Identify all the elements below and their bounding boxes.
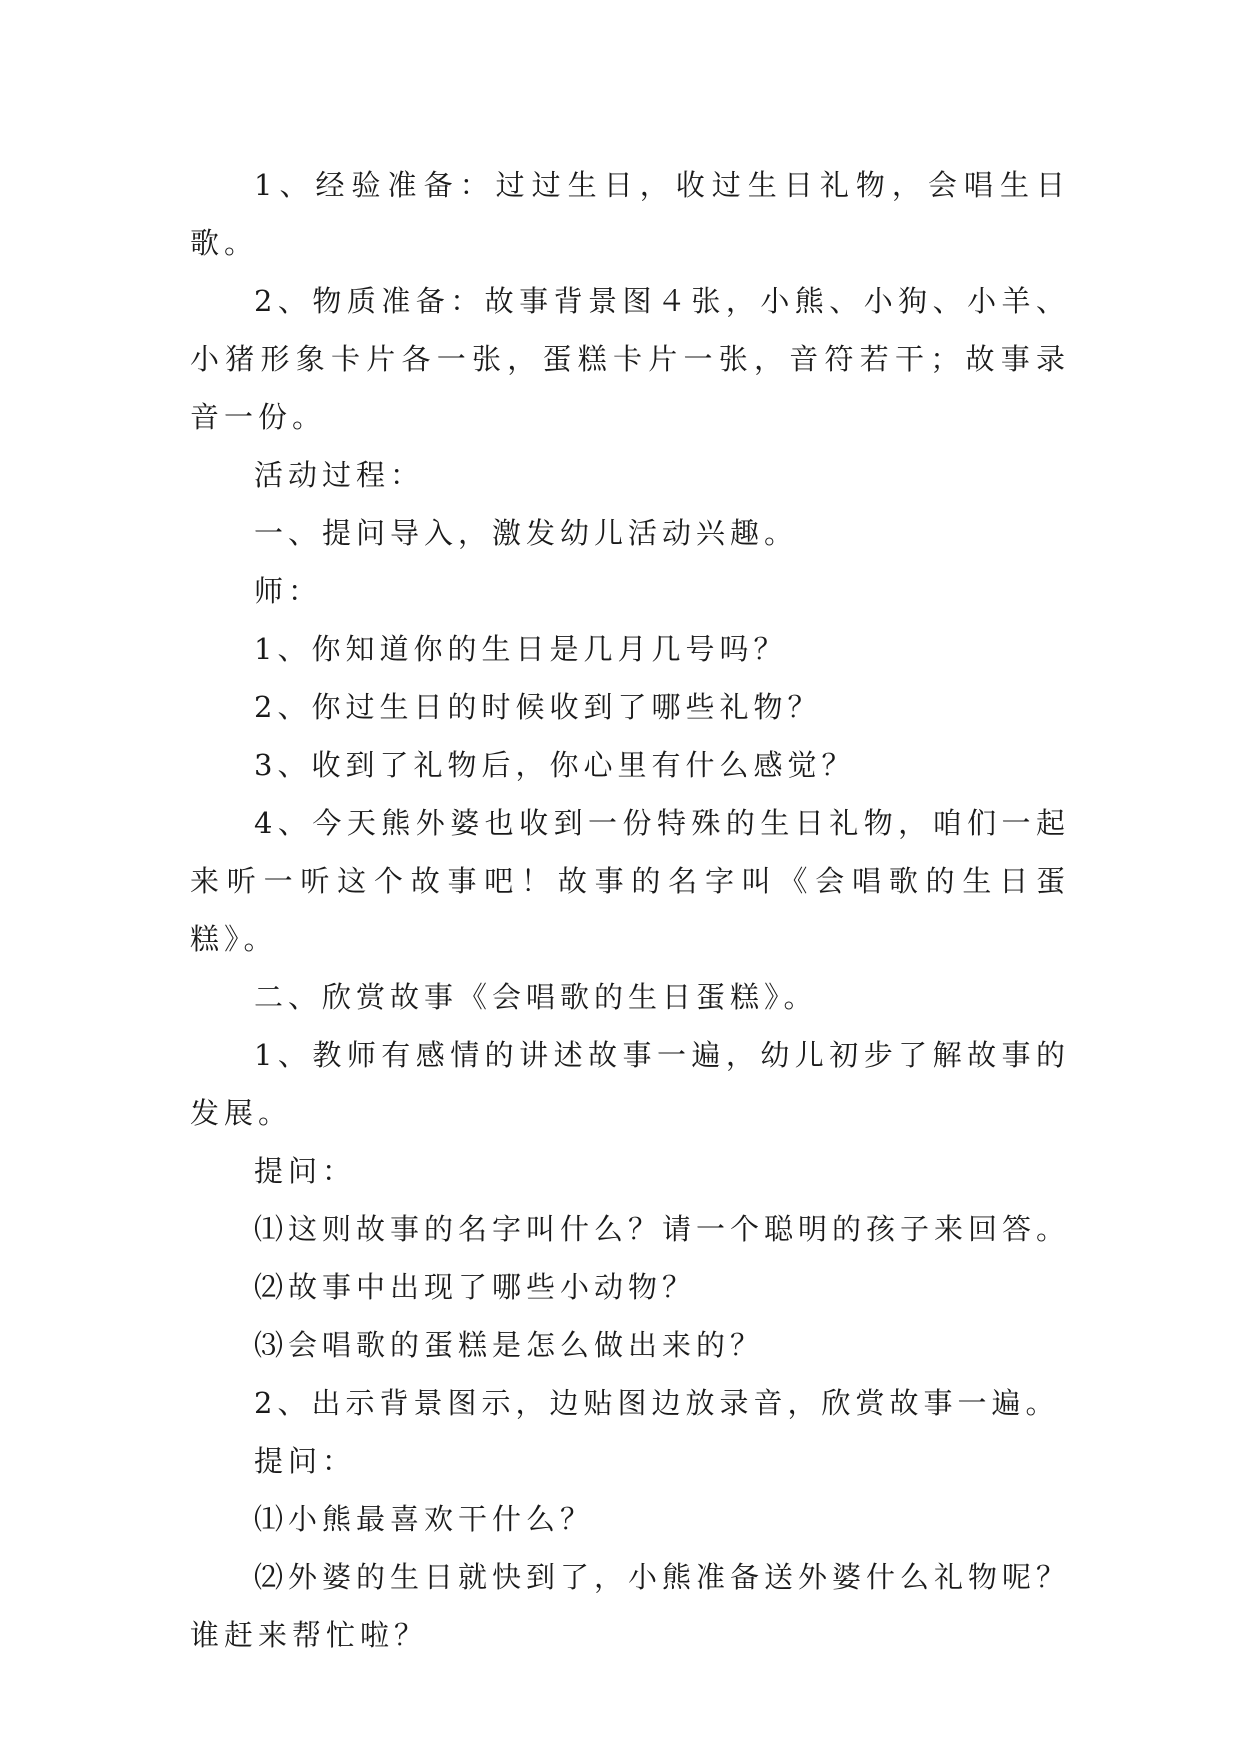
document-body (190, 156, 1070, 1664)
paragraph-question-3: 3、收到了礼物后，你心里有什么感觉？ (254, 748, 856, 782)
paragraph-show-background: 2、出示背景图示，边贴图边放录音，欣赏故事一遍。 (254, 1386, 1060, 1420)
paragraph-sub-question-5: ⑵外婆的生日就快到了，小熊准备送外婆什么礼物呢？谁赶来帮忙啦？ (190, 1560, 1071, 1652)
paragraph-sub-question-4: ⑴小熊最喜欢干什么？ (254, 1502, 595, 1536)
paragraph-questions-heading-1: 提问： (254, 1154, 357, 1188)
paragraph-sub-question-3: ⑶会唱歌的蛋糕是怎么做出来的？ (254, 1328, 765, 1362)
paragraph-question-4: 4、今天熊外婆也收到一份特殊的生日礼物，咱们一起来听一听这个故事吧！故事的名字叫《会唱歌的生日蛋糕》。 (190, 806, 1070, 956)
paragraph-sub-question-2: ⑵故事中出现了哪些小动物？ (254, 1270, 697, 1304)
paragraph-material-prep: 2、物质准备：故事背景图４张，小熊、小狗、小羊、小猪形象卡片各一张，蛋糕卡片一张，音符若干；故事录音一份。 (190, 284, 1070, 434)
paragraph-questions-heading-2: 提问： (254, 1444, 357, 1478)
paragraph-section-two: 二、欣赏故事《会唱歌的生日蛋糕》。 (254, 980, 818, 1014)
paragraph-question-2: 2、你过生日的时候收到了哪些礼物？ (254, 690, 822, 724)
paragraph-question-1: 1、你知道你的生日是几月几号吗？ (254, 632, 788, 666)
paragraph-story-telling: 1、教师有感情的讲述故事一遍，幼儿初步了解故事的发展。 (190, 1038, 1070, 1130)
paragraph-activity-process: 活动过程： (254, 458, 425, 492)
paragraph-section-one: 一、提问导入，激发幼儿活动兴趣。 (254, 516, 799, 550)
paragraph-sub-question-1: ⑴这则故事的名字叫什么？请一个聪明的孩子来回答。 (254, 1212, 1071, 1246)
paragraph-experience-prep: 1、经验准备：过过生日，收过生日礼物，会唱生日歌。 (190, 168, 1070, 260)
paragraph-teacher: 师： (254, 574, 323, 608)
